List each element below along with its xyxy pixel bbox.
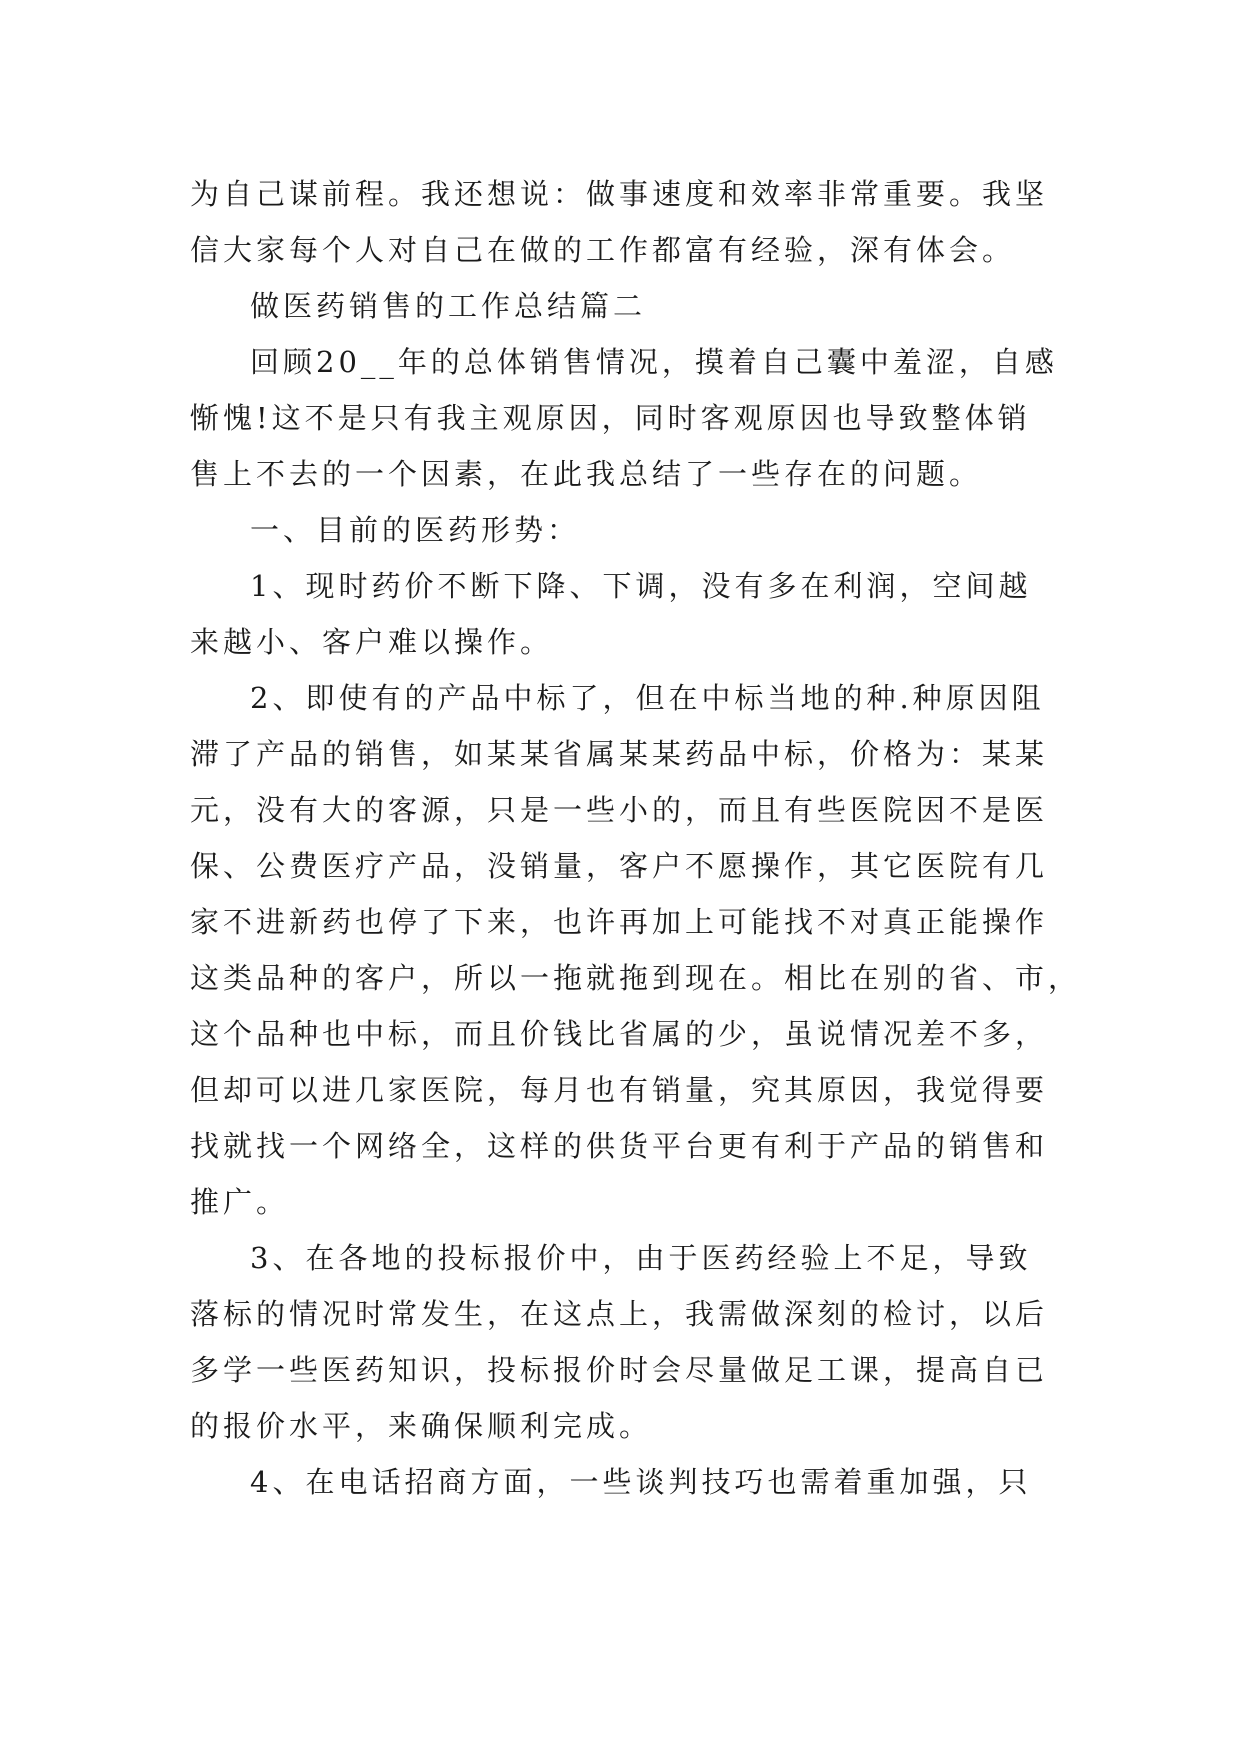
document-body — [190, 166, 1082, 1510]
paragraph-line: 滞了产品的销售，如某某省属某某药品中标，价格为：某某 — [190, 737, 1049, 771]
paragraph-line: 保、公费医疗产品，没销量，客户不愿操作，其它医院有几 — [190, 849, 1049, 883]
paragraph-line: 惭愧!这不是只有我主观原因，同时客观原因也导致整体销 — [190, 401, 1031, 435]
paragraph-first-line: 3、在各地的投标报价中，由于医药经验上不足，导致 — [250, 1241, 1032, 1275]
paragraph-first-line: 1、现时药价不断下降、下调，没有多在利润，空间越 — [250, 569, 1032, 603]
paragraph-line: 信大家每个人对自己在做的工作都富有经验，深有体会。 — [190, 233, 1016, 267]
paragraph-line: 的报价水平，来确保顺利完成。 — [190, 1409, 653, 1443]
paragraph-first-line: 回顾20__年的总体销售情况，摸着自己囊中羞涩，自感 — [250, 345, 1058, 379]
paragraph-line: 多学一些医药知识，投标报价时会尽量做足工课，提高自已 — [190, 1353, 1049, 1387]
paragraph-line: 但却可以进几家医院，每月也有销量，究其原因，我觉得要 — [190, 1073, 1049, 1107]
paragraph-line: 元，没有大的客源，只是一些小的，而且有些医院因不是医 — [190, 793, 1049, 827]
paragraph-line: 找就找一个网络全，这样的供货平台更有利于产品的销售和 — [190, 1129, 1049, 1163]
paragraph-line: 家不进新药也停了下来，也许再加上可能找不对真正能操作 — [190, 905, 1049, 939]
paragraph-first-line: 4、在电话招商方面，一些谈判技巧也需着重加强，只 — [250, 1465, 1032, 1499]
paragraph-line: 售上不去的一个因素，在此我总结了一些存在的问题。 — [190, 457, 983, 491]
paragraph-first-line: 做医药销售的工作总结篇二 — [250, 289, 647, 323]
paragraph-line: 落标的情况时常发生，在这点上，我需做深刻的检讨，以后 — [190, 1297, 1049, 1331]
paragraph-line: 来越小、客户难以操作。 — [190, 625, 554, 659]
paragraph-first-line: 一、目前的医药形势： — [250, 513, 581, 547]
paragraph-first-line: 2、即使有的产品中标了，但在中标当地的种.种原因阻 — [250, 681, 1045, 715]
paragraph-line: 这类品种的客户，所以一拖就拖到现在。相比在别的省、市， — [190, 961, 1082, 995]
paragraph-line: 这个品种也中标，而且价钱比省属的少，虽说情况差不多， — [190, 1017, 1049, 1051]
paragraph-line: 推广。 — [190, 1185, 290, 1219]
paragraph-line: 为自己谋前程。我还想说：做事速度和效率非常重要。我坚 — [190, 177, 1049, 211]
